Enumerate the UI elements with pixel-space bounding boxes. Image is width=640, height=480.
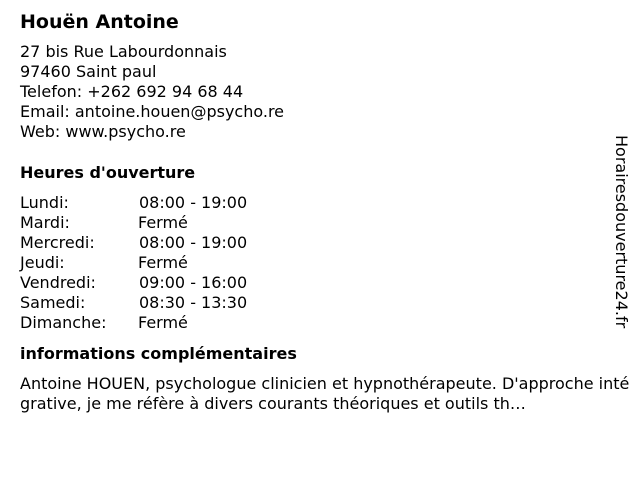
hours-row-thursday — [20, 253, 620, 273]
hours-day-label: Lundi: — [20, 193, 69, 212]
hours-row-monday — [20, 193, 620, 213]
additional-info-text: Antoine HOUEN, psychologue clinicien et hypnothérapeute. D'approche intégrative, je me réfère à divers courants théoriques et outils th… — [20, 374, 630, 413]
web-line: Web: www.psycho.re — [20, 122, 186, 141]
hours-day-label: Vendredi: — [20, 273, 96, 292]
hours-time-value: 08:30 - 13:30 — [139, 293, 248, 312]
address-line-street: 27 bis Rue Labourdonnais — [20, 42, 227, 61]
hours-time-value: 08:00 - 19:00 — [139, 233, 248, 252]
site-watermark: Horairesdouverture24.fr — [612, 135, 631, 329]
opening-hours-table — [20, 193, 620, 333]
hours-time-value: Fermé — [138, 213, 188, 232]
phone-line: Telefon: +262 692 94 68 44 — [20, 82, 244, 101]
hours-day-label: Samedi: — [20, 293, 86, 312]
hours-row-tuesday — [20, 213, 620, 233]
hours-day-label: Mercredi: — [20, 233, 95, 252]
hours-day-label: Mardi: — [20, 213, 70, 232]
hours-time-value: Fermé — [138, 253, 188, 272]
hours-time-value: 09:00 - 16:00 — [139, 273, 248, 292]
hours-day-label: Dimanche: — [20, 313, 107, 332]
business-name: Houën Antoine — [20, 11, 179, 33]
email-line: Email: antoine.houen@psycho.re — [20, 102, 285, 121]
hours-time-value: Fermé — [138, 313, 188, 332]
address-line-city: 97460 Saint paul — [20, 62, 157, 81]
hours-row-sunday — [20, 313, 620, 333]
hours-day-label: Jeudi: — [20, 253, 65, 272]
opening-hours-heading: Heures d'ouverture — [20, 163, 196, 182]
additional-info-heading: informations complémentaires — [20, 344, 297, 363]
hours-row-friday — [20, 273, 620, 293]
hours-time-value: 08:00 - 19:00 — [139, 193, 248, 212]
hours-row-wednesday — [20, 233, 620, 253]
hours-row-saturday — [20, 293, 620, 313]
